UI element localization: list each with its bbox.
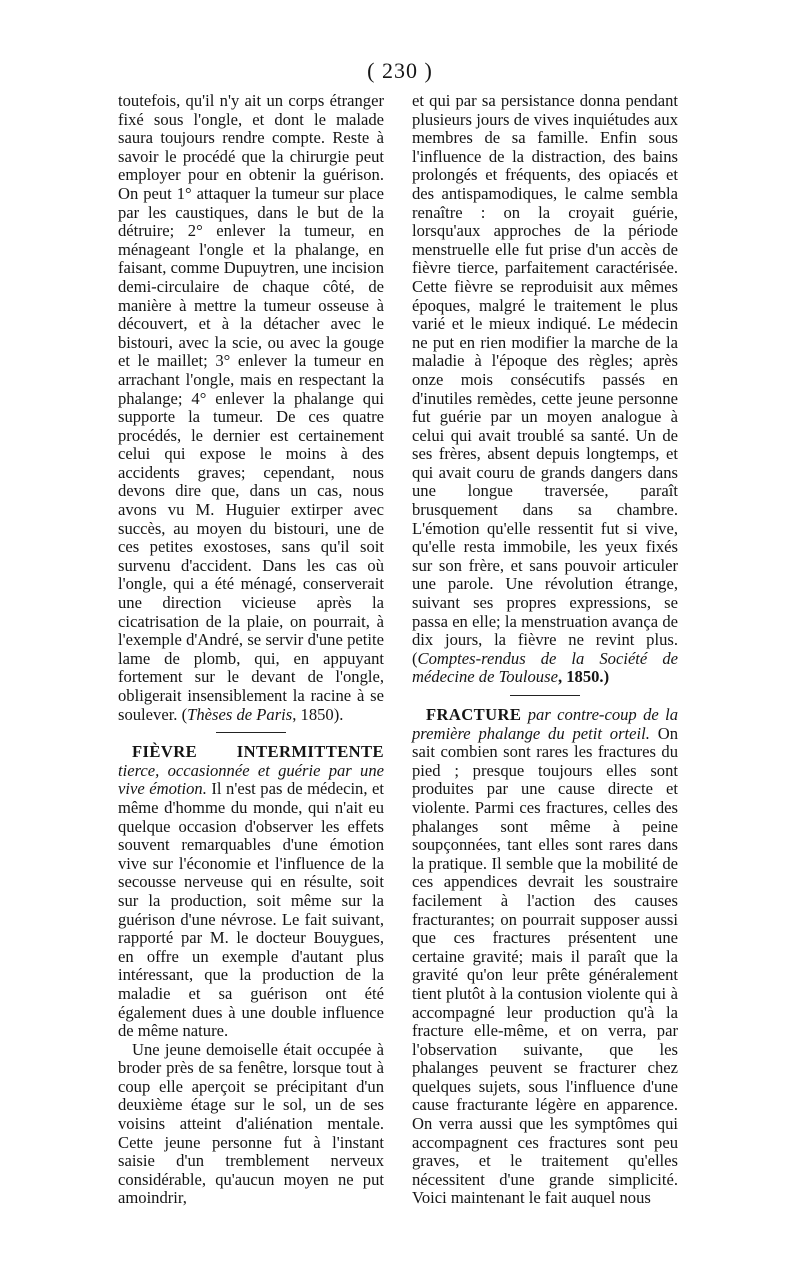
article-subtitle: par contre-coup de la première phalange du petit orteil.: [412, 705, 678, 743]
left-paragraph-case: Une jeune demoiselle était occupée à broder près de sa fenêtre, lorsque tout à coup elle aperçoit se précipitant d'un deuxième étage sur le sol, un de ses voisins atteint d'aliénation mentale. Cette jeune personne fut à l'instant saisie d'un tremblement nerveux considérable, qu'aucun moyen ne put amoindrir,: [118, 1039, 384, 1208]
article-heading: FIÈVRE INTERMITTENTE: [132, 742, 384, 762]
article-body-text: Il n'est pas de médecin, et même d'homme du monde, qui n'ait eu quelque occasion d'observer les effets souvent remarquables d'une émotion vive sur l'économie et l'influence de la secousse nerveuse qui en résulte, soit sur la production, soit même sur la guérison d'une névrose. Le fait suivant, rapporté par M. le docteur Bouygues, en offre un exemple d'autant plus intéressant, que la production de la maladie et sa guérison ont été également dues à une double influence de même nature.: [118, 779, 385, 1041]
right-source-year: , 1850.): [557, 667, 610, 687]
article-divider: [510, 695, 580, 696]
right-paragraph-case-continued: [412, 92, 678, 687]
article-subtitle: tierce, occasionnée et guérie par une vive émotion.: [118, 760, 384, 799]
article-divider: [216, 732, 286, 733]
left-source-year: , 1850).: [292, 704, 344, 724]
page-number: ( 230 ): [367, 58, 433, 83]
article-fracture: [412, 706, 678, 1208]
right-column: [412, 92, 678, 1208]
left-paragraph-exostosis: [118, 92, 384, 724]
article-fievre-intermittente: [118, 743, 384, 1041]
article-body-text: On sait combien sont rares les fractures du pied ; presque toujours elles sont produites par une cause directe et violente. Parmi ces fractures, celles des phalanges sont même à peine soupçonnées, tant elles sont rares dans la pratique. Il semble que la mobilité de ces appendices devrait les soustraire facilement à l'action des causes fracturantes; on pourrait supposer aussi que ces fractures présentent une certaine gravité; mais il paraît que la gravité qu'on leur prête généralement tient plutôt à la contusion violente qui à accompagné leur production qu'à la fracture elle-même, et on verra, par l'observation suivante, que les phalanges peuvent se fracturer chez quelques sujets, sous l'influence d'une cause fracturante légère en apparence. On verra aussi que les symptômes qui accompagnent ces fractures sont peu graves, et le traitement qu'elles nécessitent d'une grande simplicité. Voici maintenant le fait auquel nous: [412, 723, 678, 1208]
article-heading: FRACTURE: [426, 705, 522, 724]
left-source-citation: Thèses de Paris: [187, 704, 293, 724]
left-column: [118, 92, 384, 1208]
right-paragraph-text: et qui par sa persistance donna pendant plusieurs jours de vives inquiétudes aux membres de sa famille. Enfin sous l'influence de la distraction, des bains prolongés et fréquents, des opiacés et des antispamodiques, le calme sembla renaître : on la croyait guérie, lorsqu'aux approches de la période menstruelle elle fut prise d'un accès de fièvre tierce, parfaitement caractérisée. Cette fièvre se reproduisit aux mêmes époques, malgré le traitement le plus varié et le mieux indiqué. Le médecin ne put en rien modifier la marche de la maladie à l'époque des règles; après onze mois consécutifs passés en d'inutiles remèdes, cette jeune personne fut guérie par un moyen analogue à celui qui avait troublé sa santé. Un de ses frères, absent depuis longtemps, et qui avait couru de grands dangers dans une longue traversée, paraît brusquement dans sa chambre. L'émotion qu'elle ressentit fut si vive, qu'elle resta immobile, les yeux fixés sur son frère, et sans pouvoir articuler une parole. Une révolution étrange, suivant ses propres expressions, se passa en elle; la menstruation avança de dix jours, la fièvre ne revint plus. (: [412, 91, 678, 668]
right-source-citation: Comptes-rendus de la Société de médecine de Toulouse: [412, 648, 678, 687]
left-paragraph-text: toutefois, qu'il n'y ait un corps étranger fixé sous l'ongle, et dont le malade saura toujours rendre compte. Reste à savoir le procédé que la chirurgie peut employer pour en obtenir la guérison. On peut 1° attaquer la tumeur sur place par les caustiques, dans le but de la détruire; 2° enlever la tumeur, en ménageant l'ongle et la phalange, en faisant, comme Dupuytren, une incision demi-circulaire de chaque côté, de manière à mettre la tumeur osseuse à découvert, et à la détacher avec le bistouri, avec la scie, ou avec la gouge et le maillet; 3° enlever la tumeur en arrachant l'ongle, mais en respectant la phalange; 4° enlever la phalange qui supporte la tumeur. De ces quatre procédés, le dernier est certainement celui qui expose le moins à des accidents graves; cependant, nous devons dire que, dans un cas, nous avons vu M. Huguier extirper avec succès, au moyen du bistouri, une de ces petites exostoses, sans qu'il soit survenu d'accident. Dans les cas où l'ongle, qui a été ménagé, conserverait une direction vicieuse après la cicatrisation de la plaie, on pourrait, à l'exemple d'André, se servir d'une petite lame de plomb, qui, en appuyant fortement sur le devant de l'ongle, obligerait insensiblement la racine à se soulever. (: [118, 91, 384, 724]
